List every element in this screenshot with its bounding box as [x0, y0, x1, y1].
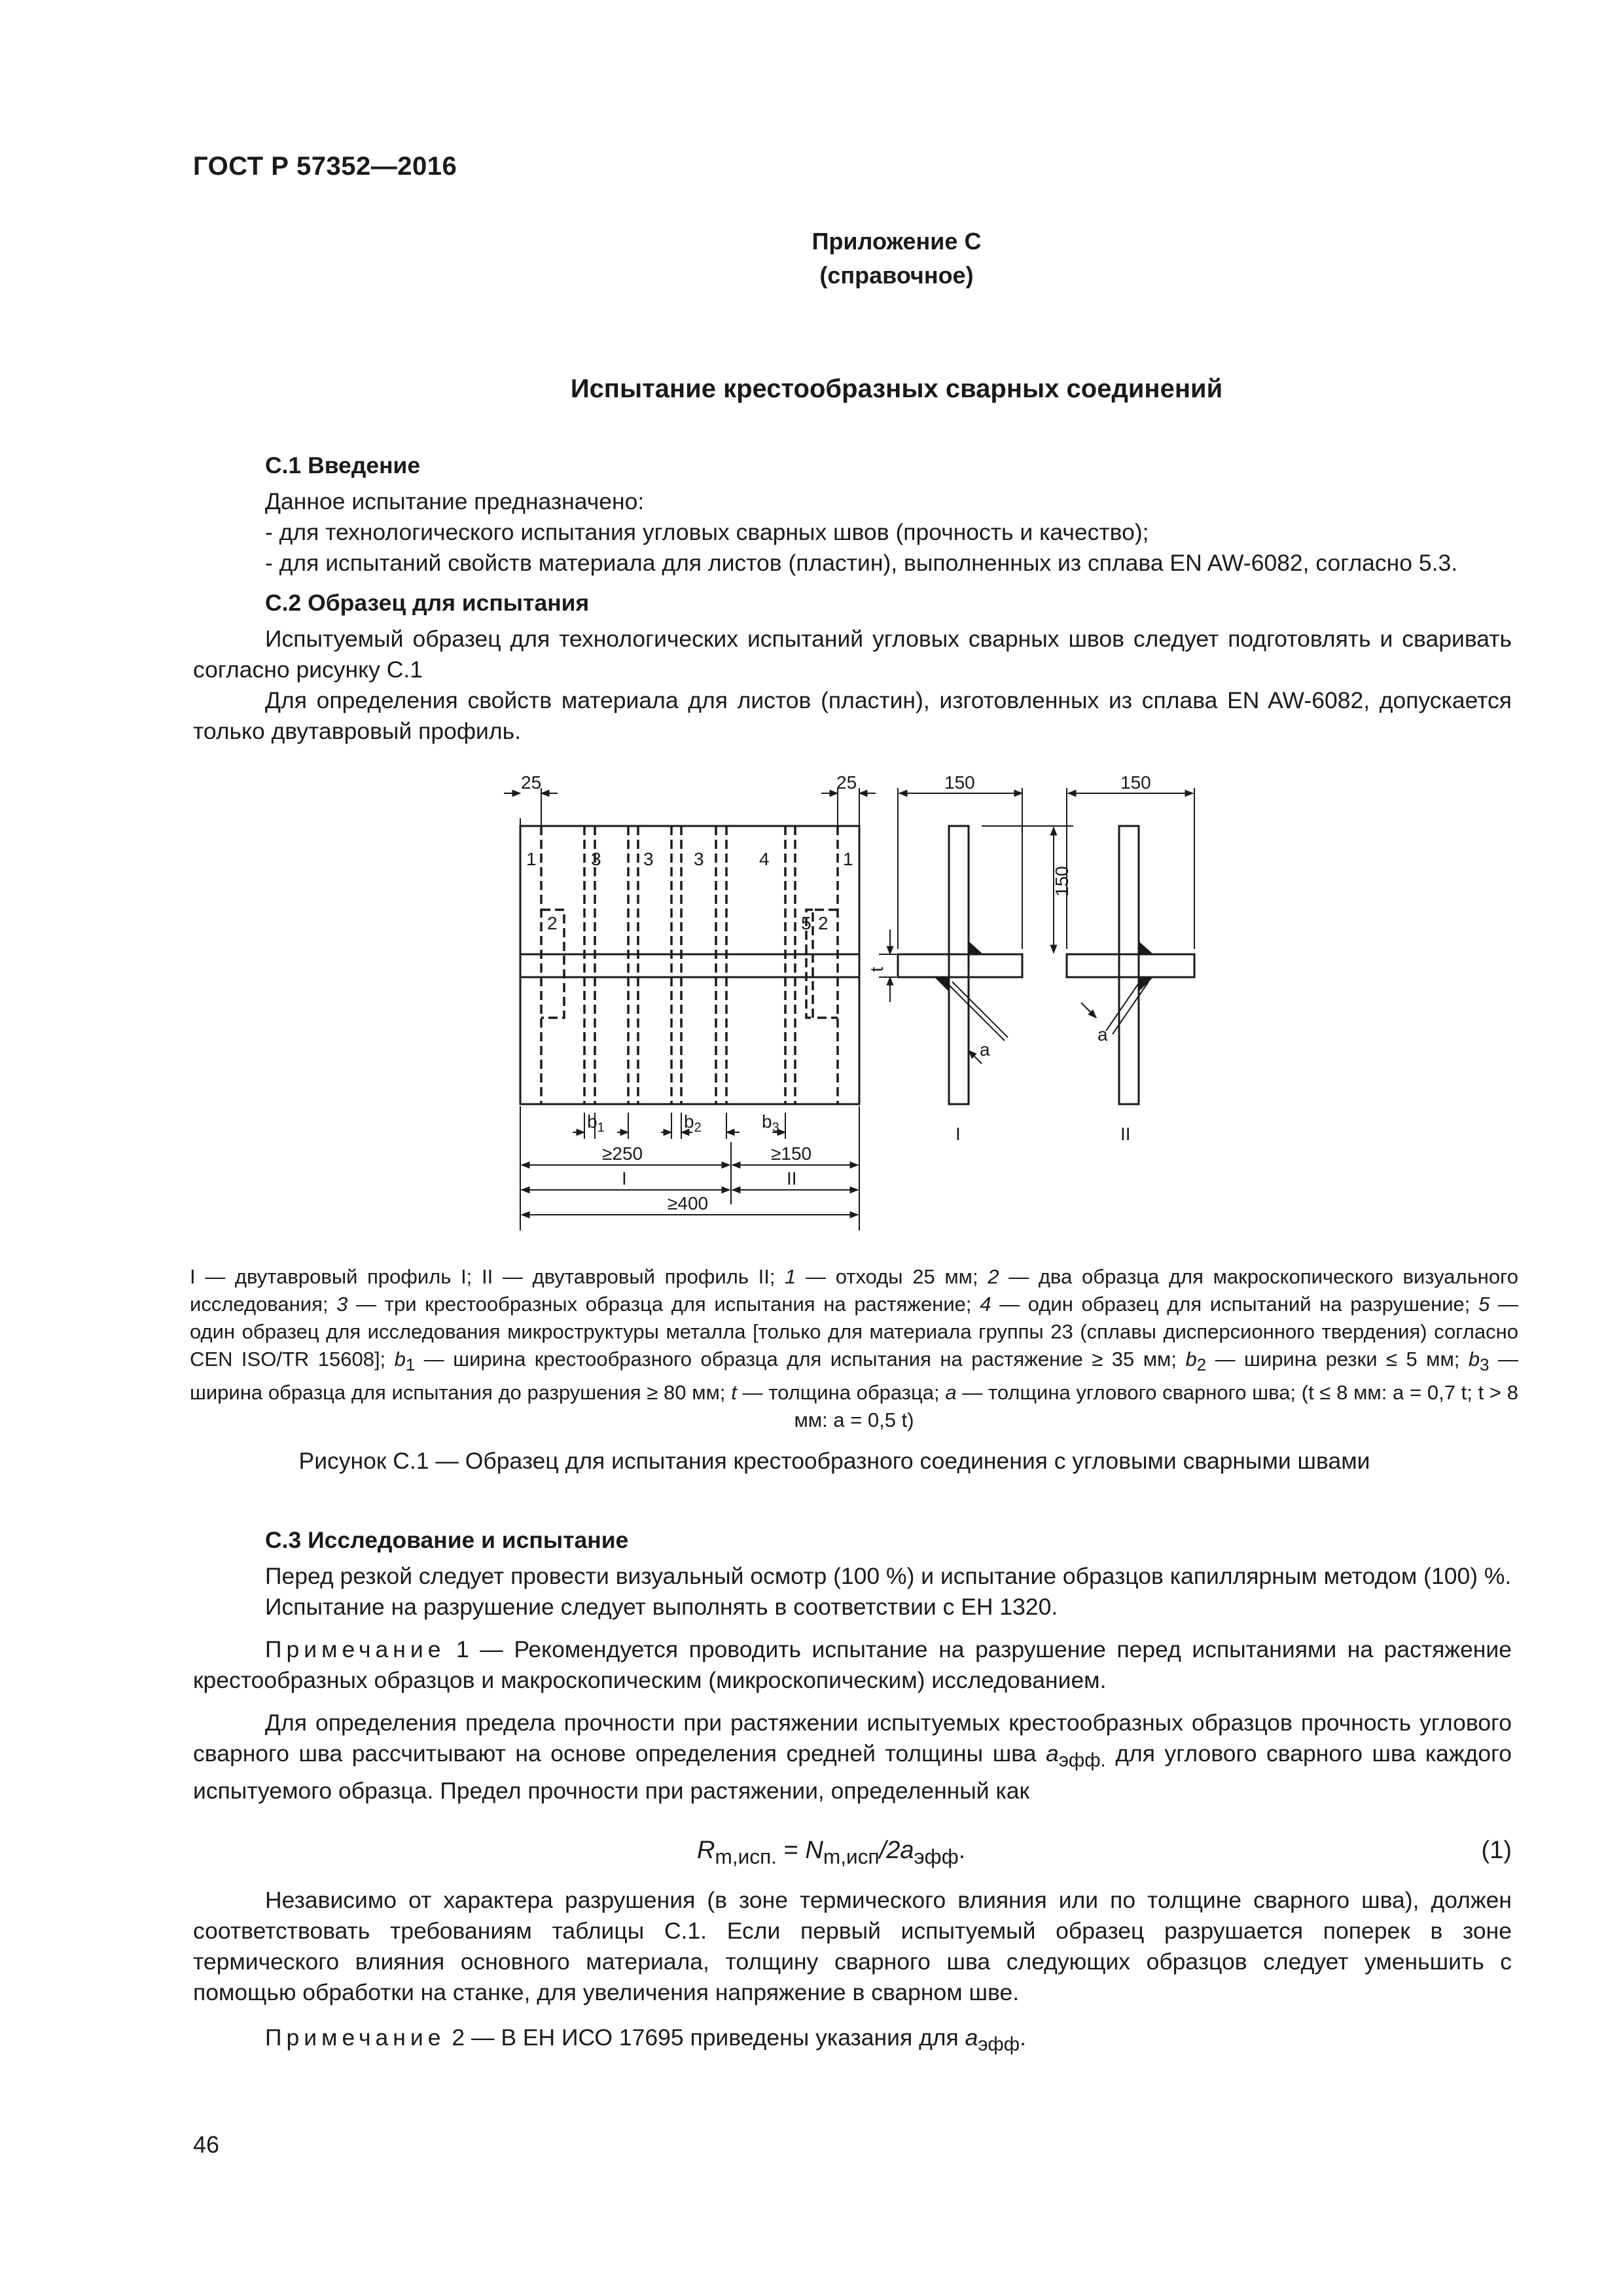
figure-c1-drawing — [0, 766, 1623, 1250]
label-t: t — [866, 967, 887, 972]
dim-400: ≥400 — [668, 1193, 709, 1213]
plate-outline — [520, 826, 859, 1104]
b3-label: $b_3$ — [762, 1111, 779, 1135]
cross-section-II — [1067, 826, 1194, 1104]
c3-paragraph-3: Для определения предела прочности при растяжении испытуемых крестообразных образцов прочность углового сварного шва рассчитывают на основе определения средней толщины шва $a_{эфф.}$ для углового сварного шва каждого испытуемого образца. Предел прочности при растяжении, определенный как — [193, 1710, 1512, 1804]
formula-number: (1) — [1481, 1837, 1512, 1864]
b1-label: $b_1$ — [587, 1111, 605, 1135]
label-2-right: 2 — [818, 913, 829, 933]
dim-150-a: 150 — [944, 772, 975, 793]
strip-label-3-b: 3 — [643, 849, 654, 869]
c3-paragraph-2: Испытание на разрушение следует выполнять в соответствии с ЕН 1320. — [265, 1594, 1058, 1620]
cross-section-I — [898, 826, 1022, 1104]
dim-II: II — [787, 1168, 797, 1189]
strip-label-4: 4 — [759, 849, 770, 869]
c1-item-2: - для испытаний свойств материала для листов (пластин), выполненных из сплава EN AW-6082, согласно 5.3. — [265, 550, 1458, 576]
dim-150-bottom: ≥150 — [771, 1143, 812, 1164]
dim-150-vertical: 150 — [1052, 866, 1072, 897]
dim-I: I — [622, 1168, 627, 1189]
strip-label-1-left: 1 — [526, 849, 537, 869]
formula-expression: $R_{m,исп.} = N_{m,исп}/2a_{эфф}$. — [697, 1837, 966, 1869]
c2-paragraph-1: Испытуемый образец для технологических испытаний угловых сварных швов следует подготовлять и сваривать согласно рисунку С.1 — [193, 626, 1512, 683]
c1-item-1: - для технологического испытания угловых сварных швов (прочность и качество); — [265, 519, 1149, 545]
figure-legend: I — двутавровый профиль I; II — двутавровый профиль II; 1 — отходы 25 мм; 2 — два образца для макроскопического визуального исследования; 3 — три крестообразных образца для испытания на растяжение; 4 — один образец для испытаний на разрушение; 5 — один образец для исследования микроструктуры металла [только для материала группы 23 (сплавы дисперсионного твердения) согласно CEN ISO/TR 15608]; $b_1$ — ширина крестообразного образца для испытания на растяжение ≥ 35 мм; $b_2$ — ширина резки ≤ 5 мм; $b_3$ — ширина образца для испытания до разрушения ≥ 80 мм; t — толщина образца; a — толщина углового сварного шва; (t ≤ 8 мм: a = 0,7 t; t > 8 мм: a = 0,5 t) — [190, 1265, 1519, 1432]
dim-250: ≥250 — [602, 1143, 643, 1164]
c3-note-1: Примечание 1 — Рекомендуется проводить испытание на разрушение перед испытаниями на растяжение крестообразных образцов и макроскопическим (микроскопическим) исследованием. — [193, 1636, 1512, 1693]
strip-label-1-right: 1 — [843, 849, 853, 869]
b2-label: $b_2$ — [684, 1111, 702, 1135]
annex-type: (справочное) — [819, 262, 974, 289]
cut-lines — [541, 826, 838, 1104]
section-c3-continued — [193, 1885, 1512, 2060]
strip-label-3-a: 3 — [591, 849, 601, 869]
dim-25-left: 25 — [521, 772, 542, 793]
dim-25-right: 25 — [836, 772, 857, 793]
c2-paragraph-2: Для определения свойств материала для листов (пластин), изготовленных из сплава EN AW-6082, допускается только двутавровый профиль. — [193, 687, 1512, 744]
page-number: 46 — [193, 2131, 220, 2158]
label-5: 5 — [801, 913, 812, 933]
strip-label-3-c: 3 — [694, 849, 704, 869]
document-code: ГОСТ Р 57352—2016 — [193, 152, 457, 181]
annex-title: Испытание крестообразных сварных соединений — [570, 374, 1223, 403]
label-a-I: a — [980, 1039, 990, 1060]
annex-label: Приложение С — [812, 228, 982, 255]
label-2-left: 2 — [547, 913, 558, 933]
section-c3-heading: С.3 Исследование и испытание — [265, 1527, 629, 1553]
sections-c1-c2 — [193, 450, 1512, 747]
c3-note-2: Примечание 2 — В ЕН ИСО 17695 приведены указания для $a_{эфф}$. — [265, 2024, 1026, 2056]
label-a-II: a — [1097, 1024, 1108, 1045]
section-c1-heading: С.1 Введение — [265, 452, 421, 478]
annex-heading — [0, 224, 1623, 293]
dim-150-b: 150 — [1120, 772, 1151, 793]
c3-paragraph-1: Перед резкой следует провести визуальный осмотр (100 %) и испытание образцов капиллярным методом (100) %. — [265, 1563, 1512, 1589]
section-c2-heading: С.2 Образец для испытания — [265, 590, 590, 616]
c1-intro: Данное испытание предназначено: — [265, 488, 645, 514]
c3-paragraph-4: Независимо от характера разрушения (в зоне термического влияния или по толщине сварного шва), должен соответствовать требованиям таблицы С.1. Если первый испытуемый образец разрушается поперек в зоне термического влияния основного материала, толщину сварного шва следующих образцов следует уменьшить с помощью обработки на станке, для увеличения напряжение в сварном шве. — [193, 1887, 1512, 2005]
label-profile-I: I — [955, 1124, 961, 1144]
figure-caption: Рисунок С.1 — Образец для испытания крестообразного соединения с угловыми сварными швами — [298, 1448, 1370, 1474]
section-c3 — [193, 1525, 1512, 1806]
label-profile-II: II — [1120, 1124, 1131, 1144]
